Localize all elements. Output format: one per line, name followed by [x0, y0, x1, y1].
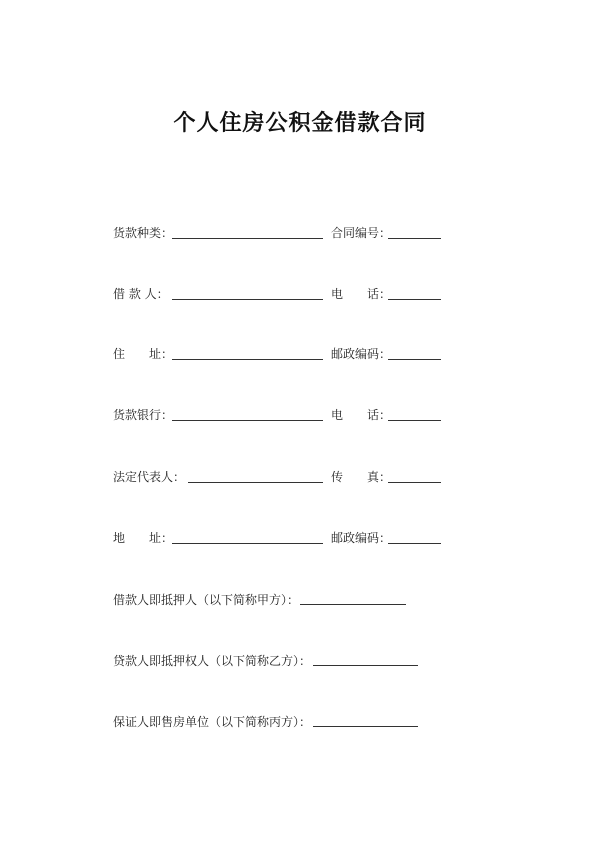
fax-blank	[388, 482, 441, 483]
party-b-blank	[313, 665, 418, 666]
postal-code-blank	[388, 359, 441, 360]
fax-label: 传 真：	[331, 470, 392, 484]
borrower-label: 借 款 人：	[113, 287, 169, 301]
borrower-phone-label: 电 话：	[331, 287, 392, 301]
party-c-blank	[313, 726, 418, 727]
contract-title: 个人住房公积金借款合同	[173, 111, 427, 136]
postal-code-label: 邮政编码：	[331, 347, 392, 361]
bank-address-blank	[172, 543, 323, 544]
borrower-blank	[172, 299, 323, 300]
party-c-label: 保证人即售房单位（以下简称丙方）：	[113, 715, 312, 729]
lending-bank-label: 货款银行：	[113, 408, 174, 422]
bank-postal-code-blank	[388, 543, 441, 544]
address-label: 住 址：	[113, 347, 174, 361]
loan-type-label: 货款种类：	[113, 226, 174, 240]
bank-phone-label: 电 话：	[331, 408, 392, 422]
party-a-blank	[300, 604, 406, 605]
borrower-phone-blank	[388, 299, 441, 300]
bank-address-label: 地 址：	[113, 531, 174, 545]
contract-number-label: 合同编号：	[331, 226, 392, 240]
contract-number-blank	[388, 238, 441, 239]
address-blank	[172, 359, 323, 360]
party-b-label: 贷款人即抵押权人（以下简称乙方）：	[113, 654, 312, 668]
bank-phone-blank	[388, 420, 441, 421]
loan-type-blank	[172, 238, 323, 239]
legal-representative-blank	[188, 482, 323, 483]
legal-representative-label: 法定代表人：	[113, 470, 186, 484]
lending-bank-blank	[172, 420, 323, 421]
party-a-label: 借款人即抵押人（以下简称甲方）：	[113, 593, 300, 607]
bank-postal-code-label: 邮政编码：	[331, 531, 392, 545]
